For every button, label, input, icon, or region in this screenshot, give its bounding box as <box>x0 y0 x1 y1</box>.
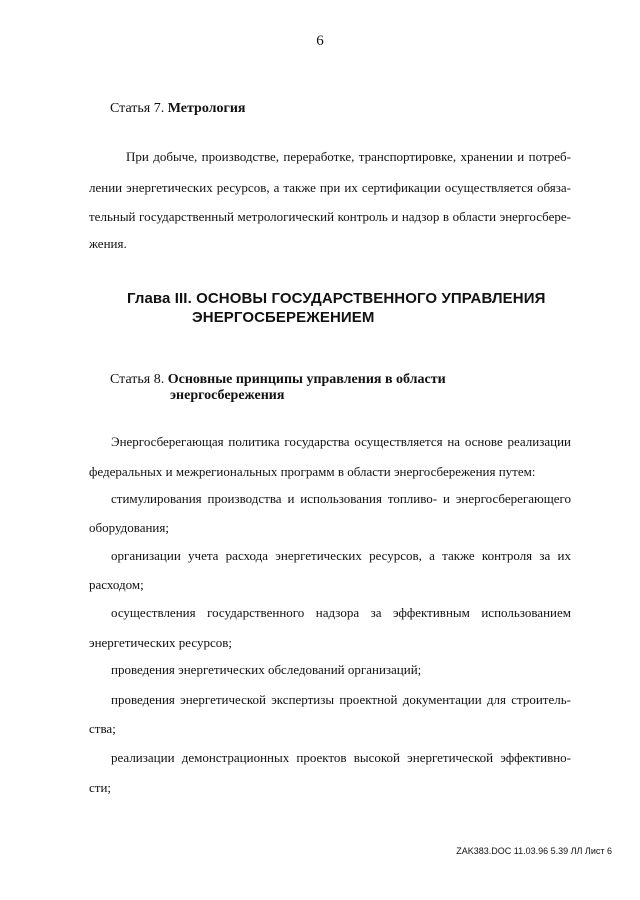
article-8-title-line-2: энергосбережения <box>170 388 285 403</box>
article-8-heading <box>110 372 446 388</box>
article-8-line-5: организации учета расхода энергетических ресурсов, а также контроля за их <box>111 548 571 563</box>
article-7-line-2: лении энергетических ресурсов, а также при их сертификации осуществляется обяза- <box>89 180 571 195</box>
article-8-line-8: энергетических ресурсов; <box>89 635 233 650</box>
chapter-3-title-line-2: ЭНЕРГОСБЕРЕЖЕНИЕМ <box>192 309 375 326</box>
article-7-heading <box>110 101 246 117</box>
article-7-prefix: Статья 7. <box>110 101 165 116</box>
article-7-line-4: жения. <box>89 236 127 251</box>
article-8-line-4: оборудования; <box>89 520 169 535</box>
article-8-line-11: ства; <box>89 721 116 736</box>
chapter-3-title-line-1: Глава III. ОСНОВЫ ГОСУДАРСТВЕННОГО УПРАВЛЕНИЯ <box>127 290 546 307</box>
article-8-line-13: сти; <box>89 780 112 795</box>
article-8-line-6: расходом; <box>89 577 144 592</box>
article-7-title: Метрология <box>167 101 246 116</box>
article-7-line-1: При добыче, производстве, переработке, транспортировке, хранении и потреб- <box>126 149 571 164</box>
article-8-line-3: стимулирования производства и использования топливо- и энергосберегающего <box>111 491 571 506</box>
document-footer: ZAK383.DOC 11.03.96 5.39 ЛЛ Лист 6 <box>456 846 612 856</box>
article-8-line-2: федеральных и межрегиональных программ в области энергосбережения путем: <box>89 464 536 479</box>
article-8-line-9: проведения энергетических обследований организаций; <box>111 662 422 677</box>
page-number: 6 <box>316 33 324 49</box>
article-8-line-7: осуществления государственного надзора за эффективным использованием <box>111 605 571 620</box>
article-8-line-1: Энергосберегающая политика государства осуществляется на основе реализации <box>111 434 571 449</box>
article-8-title-line-1: Основные принципы управления в области <box>167 372 446 387</box>
article-8-line-12: реализации демонстрационных проектов высокой энергетической эффективно- <box>111 750 571 765</box>
article-8-prefix: Статья 8. <box>110 372 165 387</box>
article-8-line-10: проведения энергетической экспертизы проектной документации для строитель- <box>111 692 571 707</box>
article-7-line-3: тельный государственный метрологический контроль и надзор в области энергосбере- <box>89 209 571 224</box>
